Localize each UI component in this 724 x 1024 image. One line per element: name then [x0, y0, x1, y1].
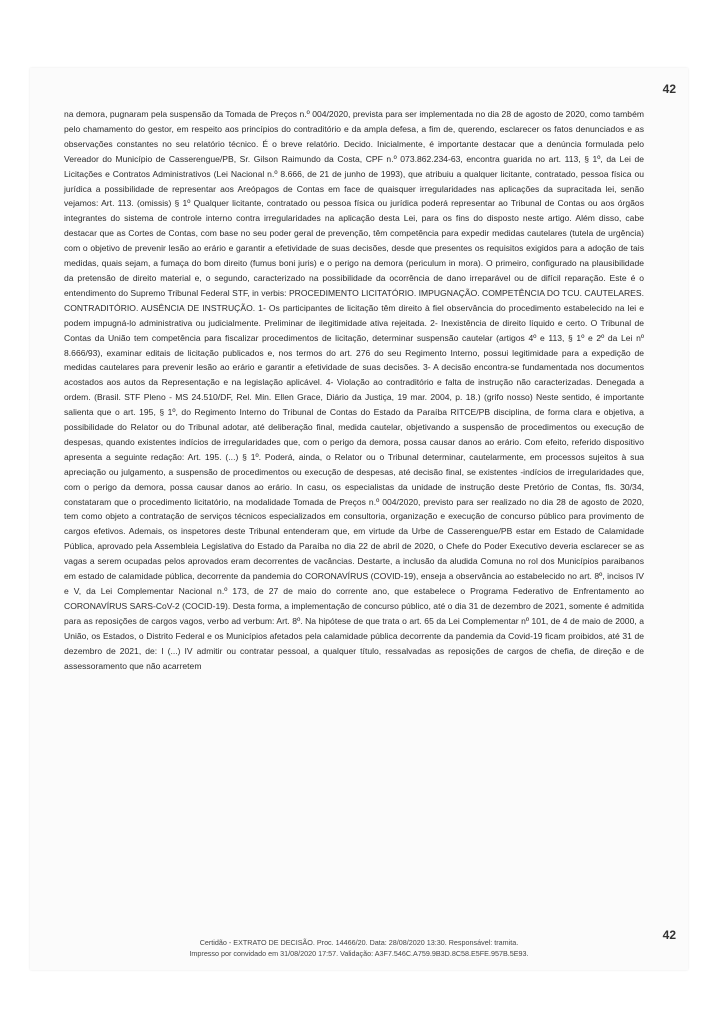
page-number-bottom: 42 [662, 928, 676, 942]
footer-validation-line: Impresso por convidado em 31/08/2020 17:57. Validação: A3F7.546C.A759.9B3D.8C58.E5FE.957B.5E93. [189, 948, 529, 958]
decision-body-text [64, 107, 644, 673]
certificate-footer [30, 938, 688, 959]
footer-certificate-line: Certidão - EXTRATO DE DECISÃO. Proc. 14466/20. Data: 28/08/2020 13:30. Responsável: tramita. [199, 938, 519, 947]
page-number-top: 42 [662, 82, 676, 96]
document-page [30, 68, 688, 970]
body-paragraph: na demora, pugnaram pela suspensão da Tomada de Preços n.º 004/2020, prevista para ser implementada no dia 28 de agosto de 2020, como também pelo chamamento do gestor, em respeito aos princípios do contraditório e da ampla defesa, a fim de, querendo, esclarecer os fatos denunciados e as observações constantes no seu relatório técnico. É o breve relatório. Decido. Inicialmente, é importante destacar que a denúncia formulada pelo Vereador do Município de Casserengue/PB, Sr. Gilson Raimundo da Costa, CPF n.º 073.862.234-63, encontra guarida no art. 113, § 1º, da Lei de Licitações e Contratos Administrativos (Lei Nacional n.º 8.666, de 21 de junho de 1993), que atribuiu a qualquer licitante, contratado, pessoa física ou jurídica a possibilidade de representar aos Areópagos de Contas em face de quaisquer irregularidades nas aplicações da supracitada lei, senão vejamos: Art. 113. (omissis) § 1º Qualquer licitante, contratado ou pessoa física ou jurídica poderá representar ao Tribunal de Contas ou aos órgãos integrantes do sistema de controle interno contra irregularidades na aplicação desta Lei, para os fins do disposto neste artigo. Além disso, cabe destacar que as Cortes de Contas, com base no seu poder geral de prevenção, têm competência para expedir medidas cautelares (tutela de urgência) com o objetivo de prevenir lesão ao erário e garantir a efetividade de suas decisões, desde que presentes os requisitos exigidos para a adoção de tais medidas, quais sejam, a fumaça do bom direito (fumus boni juris) e o perigo na demora (periculum in mora). O primeiro, configurado na plausibilidade da pretensão de direito material e, o segundo, caracterizado na possibilidade da ocorrência de dano irreparável ou de difícil reparação. Este é o entendimento do Supremo Tribunal Federal STF, in verbis: PROCEDIMENTO LICITATÓRIO. IMPUGNAÇÃO. COMPETÊNCIA DO TCU. CAUTELARES. CONTRADITÓRIO. AUSÊNCIA DE INSTRUÇÃO. 1- Os participantes de licitação têm direito à fiel observância do procedimento estabelecido na lei e podem impugná-lo administrativa ou judicialmente. Preliminar de ilegitimidade ativa rejeitada. 2- Inexistência de direito líquido e certo. O Tribunal de Contas da União tem competência para fiscalizar procedimentos de licitação, determinar suspensão cautelar (artigos 4º e 113, § 1º e 2º da Lei nº 8.666/93), examinar editais de licitação publicados e, nos termos do art. 276 do seu Regimento Interno, possui legitimidade para a expedição de medidas cautelares para prevenir lesão ao erário e garantir a efetividade de suas decisões. 3- A decisão encontra-se fundamentada nos documentos acostados aos autos da Representação e na legislação aplicável. 4- Violação ao contraditório e falta de instrução não caracterizadas. Denegada a ordem. (Brasil. STF Pleno - MS 24.510/DF, Rel. Min. Ellen Grace, Diário da Justiça, 19 mar. 2004, p. 18.) (grifo nosso) Neste sentido, é importante salienta que o art. 195, § 1º, do Regimento Interno do Tribunal de Contas do Estado da Paraíba RITCE/PB disciplina, de forma clara e objetiva, a possibilidade do Relator ou do Tribunal adotar, até deliberação final, medida cautelar, objetivando a suspensão de procedimentos ou execução de despesas, quando existentes indícios de irregularidades que, com o perigo da demora, possa causar danos ao erário. Com efeito, referido dispositivo apresenta a seguinte redação: Art. 195. (...) § 1º. Poderá, ainda, o Relator ou o Tribunal determinar, cautelarmente, em processos sujeitos à sua apreciação ou julgamento, a suspensão de procedimentos ou execução de despesas, até decisão final, se existentes -indícios de irregularidades que, com o perigo da demora, possa causar danos ao erário. In casu, os especialistas da unidade de instrução deste Pretório de Contas, fls. 30/34, constataram que o procedimento licitatório, na modalidade Tomada de Preços n.º 004/2020, previsto para ser realizado no dia 28 de agosto de 2020, tem como objeto a contratação de serviços técnicos especializados em consultoria, organização e execução de concurso público para provimento de cargos efetivos. Ademais, os inspetores deste Tribunal entenderam que, em virtude da Urbe de Casserengue/PB estar em Estado de Calamidade Pública, aprovado pela Assembleia Legislativa do Estado da Paraíba no dia 22 de abril de 2020, o Chefe do Poder Executivo deveria esclarecer se as vagas a serem ocupadas pelos aprovados eram decorrentes de vacâncias. Destarte, a inclusão da aludida Comuna no rol dos Municípios paraibanos em estado de calamidade pública, decorrente da pandemia do CORONAVÍRUS (COVID-19), enseja a observância ao estabelecido no art. 8º, incisos IV e V, da Lei Complementar Nacional n.º 173, de 27 de maio do corrente ano, que estabelece o Programa Federativo de Enfrentamento ao CORONAVÍRUS SARS-CoV-2 (COCID-19). Desta forma, a implementação de concurso público, até o dia 31 de dezembro de 2021, somente é admitida para as reposições de cargos vagos, verbo ad verbum: Art. 8º. Na hipótese de que trata o art. 65 da Lei Complementar nº 101, de 4 de maio de 2000, a União, os Estados, o Distrito Federal e os Municípios afetados pela calamidade pública decorrente da pandemia da Covid-19 ficam proibidos, até 31 de dezembro de 2021, de: I (...) IV admitir ou contratar pessoal, a qualquer título, ressalvadas as reposições de cargos de chefia, de direção e de assessoramento que não acarretem [64, 109, 644, 671]
